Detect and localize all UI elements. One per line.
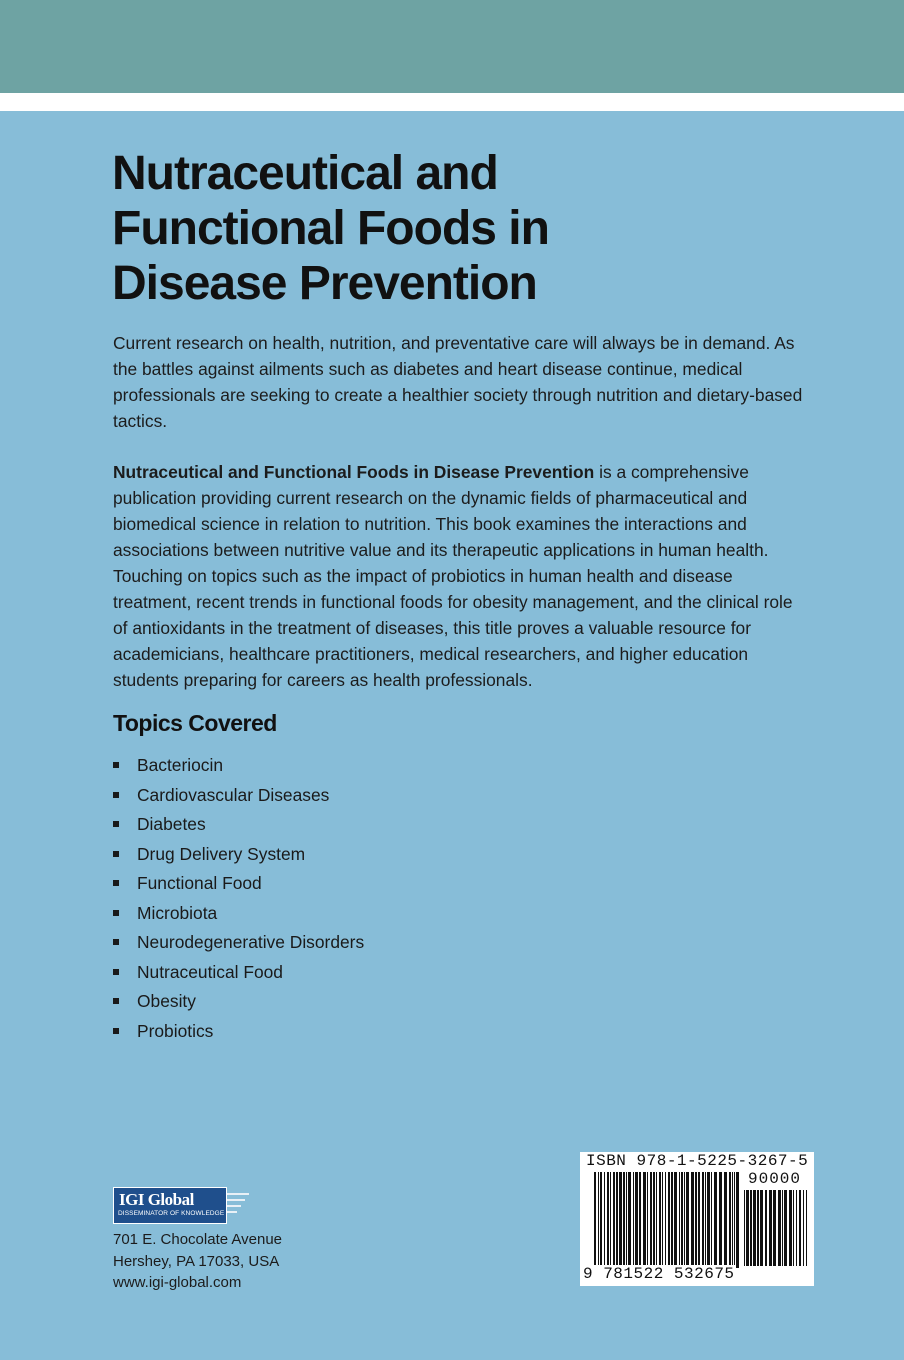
barcode-bar: [656, 1172, 657, 1268]
barcode-bar: [796, 1190, 797, 1266]
barcode-bar: [736, 1172, 739, 1268]
barcode-bar: [594, 1172, 596, 1268]
topic-item: [113, 811, 364, 841]
barcode-bar: [607, 1172, 609, 1268]
barcode-bar: [799, 1190, 801, 1266]
topic-label: Drug Delivery System: [137, 843, 306, 864]
topic-label: Diabetes: [137, 814, 206, 834]
barcode-bar: [668, 1172, 670, 1268]
barcode-bar: [616, 1172, 618, 1268]
barcode-bar: [753, 1190, 756, 1266]
topic-item: [113, 752, 364, 782]
barcode-bar: [600, 1172, 602, 1268]
barcode-bar: [633, 1172, 634, 1268]
barcode-bar: [598, 1172, 599, 1268]
topics-heading: Topics Covered: [113, 710, 277, 736]
price-code: 90000: [748, 1170, 802, 1188]
barcode-bar: [719, 1172, 722, 1268]
barcode-bar: [679, 1172, 680, 1268]
topics-list: [113, 752, 364, 1047]
topic-label: Microbiota: [137, 902, 218, 923]
book-title: [112, 146, 812, 311]
barcode-bar: [806, 1190, 807, 1266]
bullet-square-icon: [113, 851, 119, 857]
price-barcode-icon: [744, 1190, 808, 1266]
bullet-square-icon: [113, 792, 119, 798]
barcode-bar: [643, 1172, 646, 1268]
barcode-bar: [691, 1172, 694, 1268]
bullet-square-icon: [113, 910, 119, 916]
address-line: Hershey, PA 17033, USA: [113, 1252, 280, 1270]
bullet-square-icon: [113, 1028, 119, 1034]
bullet-square-icon: [113, 762, 119, 768]
bullet-square-icon: [113, 969, 119, 975]
top-color-band: [0, 0, 904, 93]
barcode-bar: [724, 1172, 727, 1268]
address-line: 701 E. Chocolate Avenue: [113, 1231, 283, 1248]
barcode-bar: [650, 1172, 652, 1268]
bullet-square-icon: [113, 998, 119, 1004]
barcode-bar: [702, 1172, 704, 1268]
barcode-bar: [695, 1172, 697, 1268]
title-line: Functional Foods in: [112, 202, 549, 255]
logo-box: [113, 1187, 227, 1224]
topic-label: Neurodegenerative Disorders: [137, 932, 365, 952]
topic-label: Nutraceutical Food: [137, 961, 283, 982]
bullet-square-icon: [113, 939, 119, 945]
ean-number: 9 781522 532675: [583, 1265, 735, 1283]
barcode-bar: [647, 1172, 648, 1268]
barcode-bar: [744, 1190, 745, 1266]
barcode-bar: [732, 1172, 733, 1268]
barcode-bar: [729, 1172, 731, 1268]
barcode-bar: [705, 1172, 706, 1268]
barcode-bar: [778, 1190, 781, 1266]
barcode-bar: [674, 1172, 677, 1268]
barcode-bar: [711, 1172, 712, 1268]
barcode-bar: [659, 1172, 661, 1268]
logo-text: IGI Global: [119, 1190, 194, 1209]
barcode-bar: [782, 1190, 783, 1266]
barcode-bar: [789, 1190, 792, 1266]
title-line: Nutraceutical and: [112, 147, 498, 200]
barcode-bar: [665, 1172, 666, 1268]
barcode-bar: [765, 1190, 767, 1266]
barcode-bar: [639, 1172, 641, 1268]
barcode-bar: [604, 1172, 605, 1268]
barcode-bar: [803, 1190, 804, 1266]
publisher-address: [113, 1229, 282, 1294]
website-link: www.igi-global.com: [113, 1274, 242, 1291]
barcode-panel: [580, 1152, 814, 1286]
barcode-bar: [746, 1190, 749, 1266]
topic-label: Obesity: [137, 991, 196, 1011]
barcode-bar: [635, 1172, 638, 1268]
barcode-bar: [681, 1172, 683, 1268]
barcode-bar: [698, 1172, 700, 1268]
barcode-bar: [734, 1172, 735, 1268]
barcode-bar: [784, 1190, 787, 1266]
barcode-bar: [714, 1172, 717, 1268]
barcode-bar: [757, 1190, 759, 1266]
title-line: Disease Prevention: [112, 257, 537, 310]
topic-label: Functional Food: [137, 873, 262, 893]
description-text: is a comprehensive publication providing current research on the dynamic fields of pharmaceutical and biomedical science in relation to nutrition. This book examines the interactions and associations between nutritive value and its therapeutic applications in human health. Touching on topics such as the impact of probiotics in human health and disease treatment, recent trends in functional foods for obesity management, and the clinical role of antioxidants in the treatment of diseases, this title proves a valuable resource for academicians, healthcare practitioners, medical researchers, and higher education students preparing for careers as health professionals.: [113, 462, 793, 690]
barcode-bar: [610, 1172, 611, 1268]
topic-item: [113, 959, 364, 989]
bullet-square-icon: [113, 880, 119, 886]
topic-item: [113, 929, 364, 959]
barcode-bar: [793, 1190, 794, 1266]
barcode-bar: [684, 1172, 685, 1268]
publisher-logo: [113, 1187, 253, 1223]
barcode-bar: [671, 1172, 673, 1268]
barcode-bar: [686, 1172, 689, 1268]
logo-tagline: DISSEMINATOR OF KNOWLEDGE: [118, 1210, 225, 1217]
topic-item: [113, 870, 364, 900]
barcode-bar: [619, 1172, 622, 1268]
topic-item: [113, 1018, 364, 1048]
topic-item: [113, 782, 364, 812]
isbn-label: ISBN 978-1-5225-3267-5: [586, 1152, 809, 1170]
barcode-bar: [769, 1190, 772, 1266]
topic-item: [113, 841, 364, 871]
barcode-bar: [760, 1190, 763, 1266]
barcode-bar: [750, 1190, 752, 1266]
intro-paragraph: Current research on health, nutrition, and preventative care will always be in demand. As the battles against ailments such as diabetes and heart disease continue, medical professionals are seeking to create a healthier society through nutrition and dietary-based tactics.: [113, 333, 803, 431]
topic-item: [113, 988, 364, 1018]
barcode-bar: [773, 1190, 776, 1266]
barcode-bar: [653, 1172, 655, 1268]
topic-item: [113, 900, 364, 930]
topic-label: Cardiovascular Diseases: [137, 784, 330, 805]
logo-speed-lines-icon: [227, 1193, 249, 1217]
bullet-square-icon: [113, 821, 119, 827]
description-paragraph: [113, 459, 803, 693]
description-bold-title: Nutraceutical and Functional Foods in Disease Prevention: [113, 462, 595, 482]
barcode-bar: [623, 1172, 625, 1268]
barcode-bar: [707, 1172, 710, 1268]
ean-barcode-icon: [594, 1172, 740, 1268]
barcode-bar: [662, 1172, 663, 1268]
topic-label: Probiotics: [137, 1020, 214, 1041]
topic-label: Bacteriocin: [137, 755, 224, 775]
white-divider-strip: [0, 93, 904, 111]
barcode-bar: [613, 1172, 615, 1268]
barcode-bar: [628, 1172, 631, 1268]
barcode-bar: [626, 1172, 627, 1268]
